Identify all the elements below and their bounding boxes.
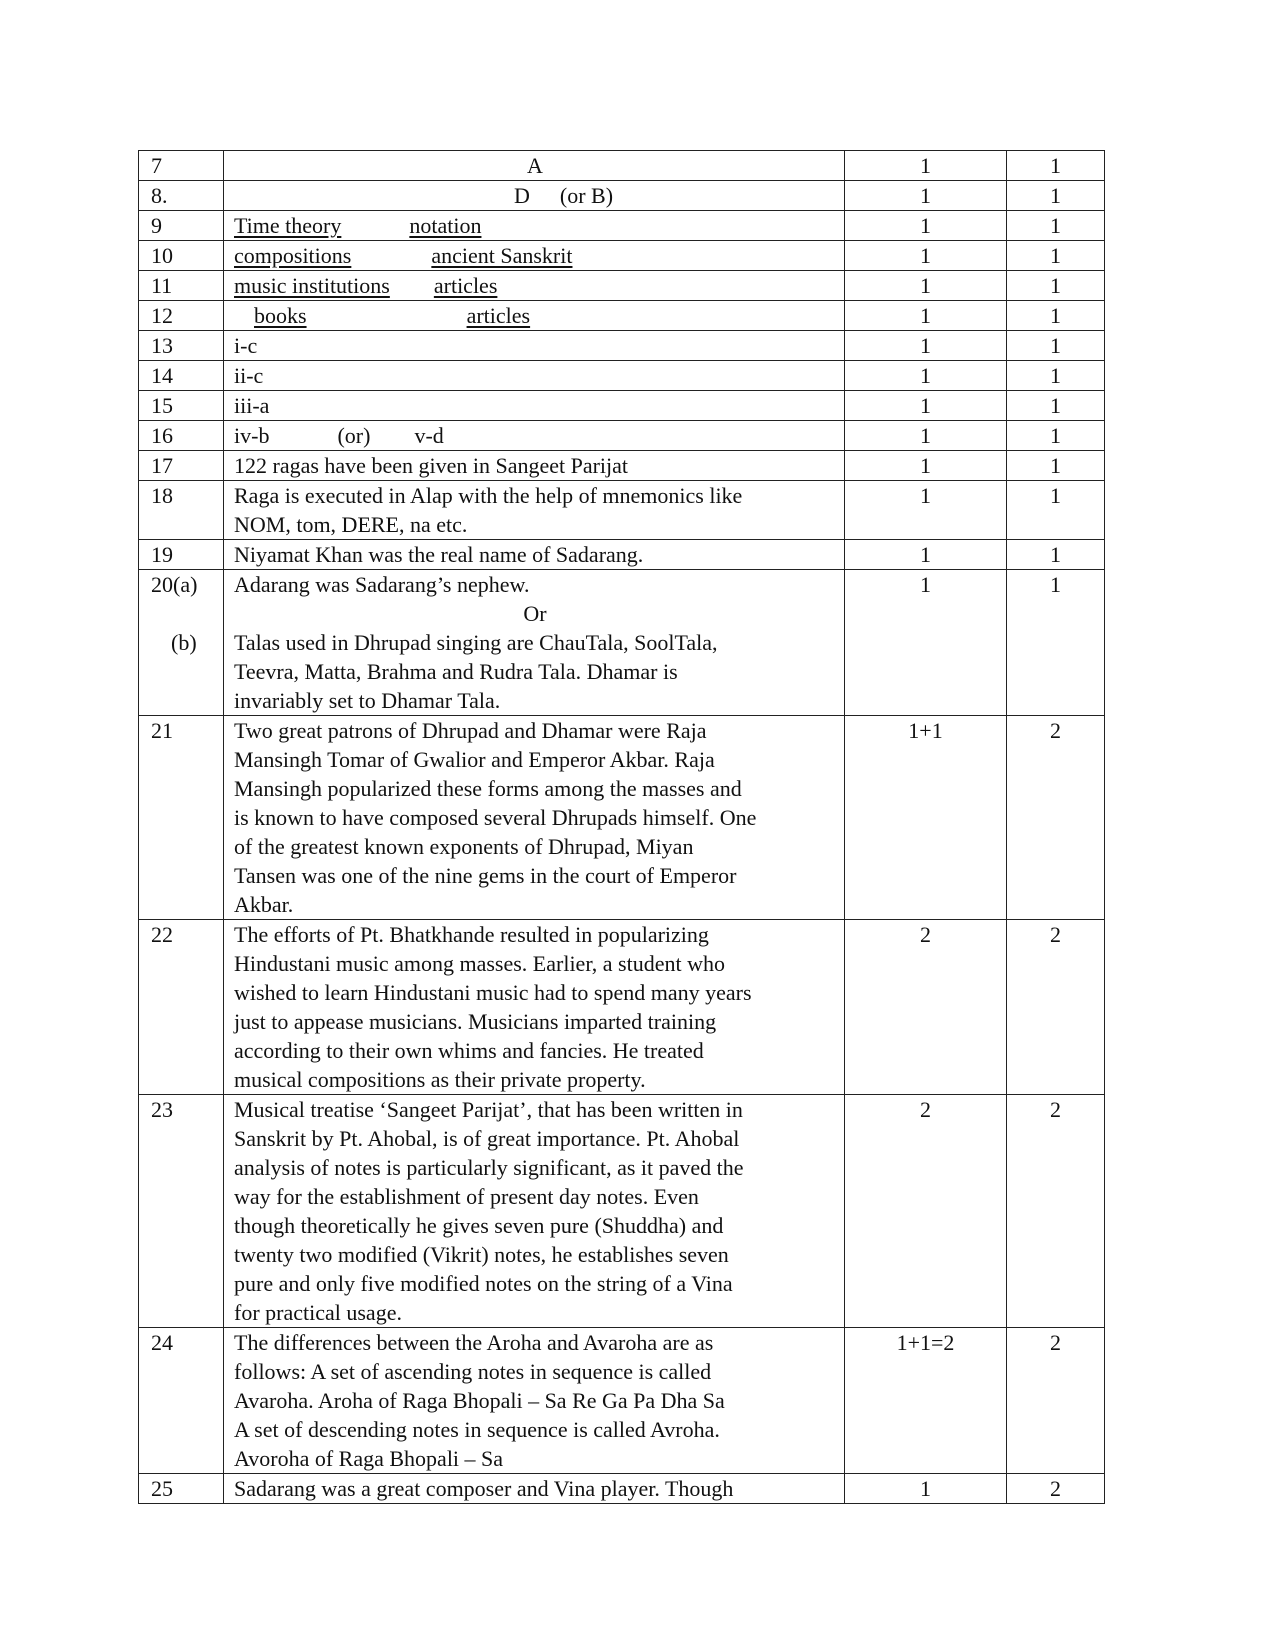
answer-text — [224, 241, 845, 271]
marks-cell: 1 — [845, 241, 1007, 271]
marks-cell: 1 — [845, 361, 1007, 391]
total-marks-cell: 2 — [1007, 920, 1105, 1095]
question-number: 11 — [139, 271, 224, 301]
marks-cell: 1 — [845, 540, 1007, 570]
answer-line: Avoroha of Raga Bhopali – Sa — [234, 1446, 504, 1471]
table-row — [139, 1095, 1105, 1328]
table-row — [139, 181, 1105, 211]
marks-cell: 1 — [845, 570, 1007, 716]
answer-text — [224, 1095, 845, 1328]
answer-alternative: (or B) — [559, 183, 614, 208]
answer-text: ii-c — [224, 361, 845, 391]
answer-text — [224, 211, 845, 241]
marks-cell: 1 — [845, 211, 1007, 241]
table-row — [139, 301, 1105, 331]
answer-blank-2: articles — [466, 303, 531, 328]
total-marks-cell: 1 — [1007, 151, 1105, 181]
question-part-b: (b) — [171, 630, 197, 655]
answer-line: according to their own whims and fancies. He treated — [234, 1038, 704, 1063]
answer-line: A set of descending notes in sequence is called Avroha. — [234, 1417, 720, 1442]
marks-cell: 2 — [845, 920, 1007, 1095]
answer-line: is known to have composed several Dhrupads himself. One — [234, 805, 757, 830]
answer-blank-1: books — [254, 303, 307, 328]
answer-line: The differences between the Aroha and Avaroha are as — [234, 1330, 714, 1355]
question-number: 17 — [139, 451, 224, 481]
answer-option: D — [514, 183, 530, 208]
marks-cell: 1 — [845, 391, 1007, 421]
answer-table — [138, 150, 1105, 1504]
table-row — [139, 391, 1105, 421]
or-connector: (or) — [337, 423, 371, 448]
total-marks-cell: 1 — [1007, 181, 1105, 211]
question-number: 9 — [139, 211, 224, 241]
table-row — [139, 271, 1105, 301]
answer-line: for practical usage. — [234, 1300, 402, 1325]
answer-line: though theoretically he gives seven pure (Shuddha) and — [234, 1213, 724, 1238]
total-marks-cell: 1 — [1007, 451, 1105, 481]
answer-text — [224, 301, 845, 331]
answer-blank-2: articles — [433, 273, 498, 298]
answer-line: Teevra, Matta, Brahma and Rudra Tala. Dhamar is — [234, 659, 678, 684]
answer-blank-1: music institutions — [234, 273, 390, 298]
answer-text — [224, 271, 845, 301]
marks-cell: 1 — [845, 421, 1007, 451]
answer-line: twenty two modified (Vikrit) notes, he establishes seven — [234, 1242, 729, 1267]
answer-line: Two great patrons of Dhrupad and Dhamar were Raja — [234, 718, 707, 743]
question-number: 13 — [139, 331, 224, 361]
table-row — [139, 451, 1105, 481]
marks-cell: 2 — [845, 1095, 1007, 1328]
answer-line: Adarang was Sadarang’s nephew. — [234, 572, 530, 597]
answer-text — [224, 421, 845, 451]
or-separator: Or — [523, 601, 547, 626]
answer-text — [224, 570, 845, 716]
table-row — [139, 570, 1105, 716]
answer-line: Hindustani music among masses. Earlier, a student who — [234, 951, 725, 976]
answer-line: Sanskrit by Pt. Ahobal, is of great importance. Pt. Ahobal — [234, 1126, 740, 1151]
answer-text — [224, 181, 845, 211]
table-row — [139, 361, 1105, 391]
total-marks-cell: 1 — [1007, 361, 1105, 391]
question-number: 23 — [139, 1095, 224, 1328]
table-row — [139, 241, 1105, 271]
answer-blank-2: notation — [409, 213, 482, 238]
total-marks-cell: 2 — [1007, 1474, 1105, 1504]
answer-line: pure and only five modified notes on the string of a Vina — [234, 1271, 733, 1296]
marks-cell: 1 — [845, 181, 1007, 211]
marks-cell: 1 — [845, 451, 1007, 481]
question-number: 22 — [139, 920, 224, 1095]
table-row — [139, 211, 1105, 241]
table-row — [139, 1328, 1105, 1474]
answer-line: Akbar. — [234, 892, 294, 917]
question-number: 21 — [139, 716, 224, 920]
answer-text: iii-a — [224, 391, 845, 421]
table-row — [139, 540, 1105, 570]
answer-line: wished to learn Hindustani music had to spend many years — [234, 980, 752, 1005]
answer-line: just to appease musicians. Musicians imparted training — [234, 1009, 717, 1034]
answer-line: analysis of notes is particularly significant, as it paved the — [234, 1155, 744, 1180]
answer-alternative: v-d — [414, 423, 444, 448]
marks-cell: 1 — [845, 331, 1007, 361]
answer-line: Tansen was one of the nine gems in the court of Emperor — [234, 863, 737, 888]
question-number: 7 — [139, 151, 224, 181]
question-number: 15 — [139, 391, 224, 421]
question-number: 12 — [139, 301, 224, 331]
marks-cell: 1+1=2 — [845, 1328, 1007, 1474]
table-row — [139, 151, 1105, 181]
answer-line: NOM, tom, DERE, na etc. — [234, 512, 468, 537]
question-number: 14 — [139, 361, 224, 391]
answer-line: musical compositions as their private property. — [234, 1067, 646, 1092]
answer-line: Musical treatise ‘Sangeet Parijat’, that has been written in — [234, 1097, 743, 1122]
answer-line: Raga is executed in Alap with the help of mnemonics like — [234, 483, 743, 508]
total-marks-cell: 2 — [1007, 1328, 1105, 1474]
question-number: 18 — [139, 481, 224, 540]
total-marks-cell: 1 — [1007, 331, 1105, 361]
answer-line: way for the establishment of present day notes. Even — [234, 1184, 699, 1209]
total-marks-cell: 1 — [1007, 481, 1105, 540]
total-marks-cell: 1 — [1007, 211, 1105, 241]
answer-line: invariably set to Dhamar Tala. — [234, 688, 501, 713]
table-row — [139, 716, 1105, 920]
answer-blank-1: Time theory — [234, 213, 342, 238]
marks-cell: 1+1 — [845, 716, 1007, 920]
answer-line: The efforts of Pt. Bhatkhande resulted in popularizing — [234, 922, 709, 947]
answer-option: iv-b — [234, 423, 270, 448]
total-marks-cell: 1 — [1007, 540, 1105, 570]
table-row — [139, 421, 1105, 451]
answer-text: Niyamat Khan was the real name of Sadarang. — [224, 540, 845, 570]
question-part-a: 20(a) — [151, 572, 198, 597]
answer-text: 122 ragas have been given in Sangeet Parijat — [224, 451, 845, 481]
total-marks-cell: 1 — [1007, 271, 1105, 301]
marks-cell: 1 — [845, 301, 1007, 331]
table-row — [139, 331, 1105, 361]
answer-line: Talas used in Dhrupad singing are ChauTala, SoolTala, — [234, 630, 718, 655]
total-marks-cell: 1 — [1007, 391, 1105, 421]
question-number: 24 — [139, 1328, 224, 1474]
question-number: 16 — [139, 421, 224, 451]
marks-cell: 1 — [845, 481, 1007, 540]
total-marks-cell: 1 — [1007, 241, 1105, 271]
question-number: 25 — [139, 1474, 224, 1504]
marks-cell: 1 — [845, 1474, 1007, 1504]
question-number: 8. — [139, 181, 224, 211]
marks-cell: 1 — [845, 271, 1007, 301]
answer-line: Mansingh popularized these forms among the masses and — [234, 776, 742, 801]
answer-text — [224, 716, 845, 920]
answer-line: of the greatest known exponents of Dhrupad, Miyan — [234, 834, 694, 859]
answer-text: A — [224, 151, 845, 181]
answer-text — [224, 481, 845, 540]
answer-line: Mansingh Tomar of Gwalior and Emperor Akbar. Raja — [234, 747, 715, 772]
answer-text: i-c — [224, 331, 845, 361]
answer-line: follows: A set of ascending notes in sequence is called — [234, 1359, 712, 1384]
marks-cell: 1 — [845, 151, 1007, 181]
total-marks-cell: 1 — [1007, 421, 1105, 451]
answer-text — [224, 1328, 845, 1474]
answer-blank-1: compositions — [234, 243, 352, 268]
question-number — [139, 570, 224, 716]
answer-blank-2: ancient Sanskrit — [431, 243, 573, 268]
answer-key-sheet — [138, 150, 1104, 1504]
table-row — [139, 481, 1105, 540]
total-marks-cell: 2 — [1007, 716, 1105, 920]
table-row — [139, 920, 1105, 1095]
answer-text — [224, 920, 845, 1095]
total-marks-cell: 1 — [1007, 301, 1105, 331]
question-number: 19 — [139, 540, 224, 570]
total-marks-cell: 2 — [1007, 1095, 1105, 1328]
total-marks-cell: 1 — [1007, 570, 1105, 716]
answer-line: Avaroha. Aroha of Raga Bhopali – Sa Re Ga Pa Dha Sa — [234, 1388, 725, 1413]
answer-text: Sadarang was a great composer and Vina player. Though — [224, 1474, 845, 1504]
question-number: 10 — [139, 241, 224, 271]
table-row — [139, 1474, 1105, 1504]
